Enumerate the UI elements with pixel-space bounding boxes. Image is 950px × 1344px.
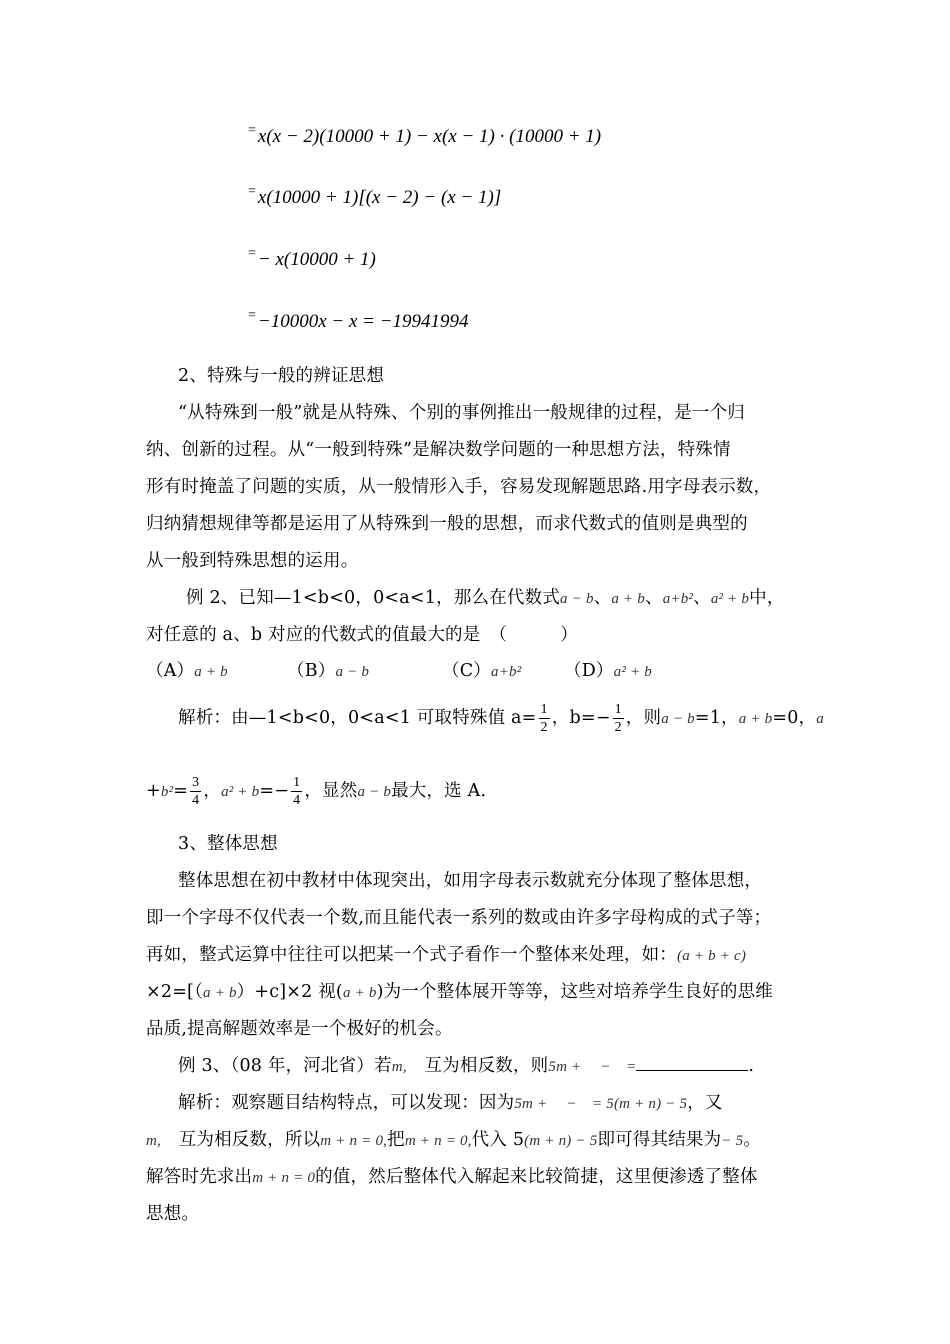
option-b: （B）a − b <box>287 661 370 681</box>
solution-3-line-2: m, 互为相反数，所以m + n = 0,把m + n = 0,代入 5(m + n) − 5即可得其结果为− 5。 <box>146 1130 762 1150</box>
option-c: （C）a+b² <box>442 661 522 681</box>
section-3-para-line-3: 再如，整式运算中往往可以把某一个式子看作一个整体来处理，如：(a + b + c) <box>146 945 747 965</box>
answer-blank[interactable] <box>636 1054 748 1071</box>
equation-line-1: = x(x − 2)(10000 + 1) − x(x − 1) · (10000 + 1) <box>248 123 602 147</box>
section-3-para-line-1: 整体思想在初中教材中体现突出，如用字母表示数就充分体现了整体思想， <box>178 871 763 891</box>
section-2-para-line-4: 归纳猜想规律等都是运用了从特殊到一般的思想，而求代数式的值则是典型的 <box>146 514 748 534</box>
option-a: （A）a + b <box>146 661 228 681</box>
fraction-one-quarter: $\frac{1}{4}$ <box>293 775 301 808</box>
solution-3-line-4: 思想。 <box>146 1204 200 1224</box>
equation-line-2: = x(10000 + 1)[(x − 2) − (x − 1)] <box>248 184 502 208</box>
fraction-one-half-neg: $\frac{1}{2}$ <box>614 702 622 735</box>
section-2-para-line-2: 纳、创新的过程。从“一般到特殊”是解决数学问题的一种思想方法，特殊情 <box>146 440 731 460</box>
example-2-question-line-2: 对任意的 a、b 对应的代数式的值最大的是 （ ） <box>146 625 578 645</box>
solution-3-line-3: 解答时先求出m + n = 0的值，然后整体代入解起来比较简捷，这里便渗透了整体 <box>146 1167 758 1187</box>
section-2-para-line-1: “从特殊到一般”就是从特殊、个别的事例推出一般规律的过程，是一个归 <box>178 403 745 423</box>
section-3-heading: 3、整体思想 <box>178 834 278 854</box>
fraction-three-quarters: $\frac{3}{4}$ <box>192 775 200 808</box>
solution-3-line-1: 解析：观察题目结构特点，可以发现：因为5m + − = 5(m + n) − 5，又 <box>178 1093 723 1113</box>
solution-2-line-1: 解析：由—1<b<0，0<a<1 可取特殊值 a= $\frac{1}{2}$ ，b=− $\frac{1}{2}$ ，则a − b=1，a + b=0，a <box>178 702 824 735</box>
section-3-para-line-2: 即一个字母不仅代表一个数,而且能代表一系列的数或由许多字母构成的式子等； <box>146 908 772 928</box>
example-2-question: 例 2、已知—1<b<0，0<a<1，那么在代数式a − b、a + b、a+b²、a² + b中， <box>186 588 785 608</box>
solution-2-line-2: +b²= $\frac{3}{4}$ ，a² + b=− $\frac{1}{4}$ ，显然a − b最大，选 A． <box>146 775 499 808</box>
example-3-question: 例 3、（08 年，河北省）若m, 互为相反数，则5m + − = . <box>178 1056 755 1076</box>
equation-line-3: = − x(10000 + 1) <box>248 246 376 270</box>
equation-line-4: = −10000x − x = −19941994 <box>248 308 469 332</box>
option-d: （D）a² + b <box>564 661 652 681</box>
fraction-one-half: $\frac{1}{2}$ <box>540 702 548 735</box>
section-2-heading: 2、特殊与一般的辨证思想 <box>178 366 385 386</box>
section-3-para-line-4: ×2=[（a + b）+c]×2 视(a + b)为一个整体展开等等，这些对培养学生良好的思维 <box>146 982 774 1002</box>
section-2-para-line-5: 从一般到特殊思想的运用。 <box>146 551 359 571</box>
section-3-para-line-5: 品质,提高解题效率是一个极好的机会。 <box>146 1019 453 1039</box>
section-2-para-line-3: 形有时掩盖了问题的实质，从一般情形入手，容易发现解题思路.用字母表示数， <box>146 477 772 497</box>
